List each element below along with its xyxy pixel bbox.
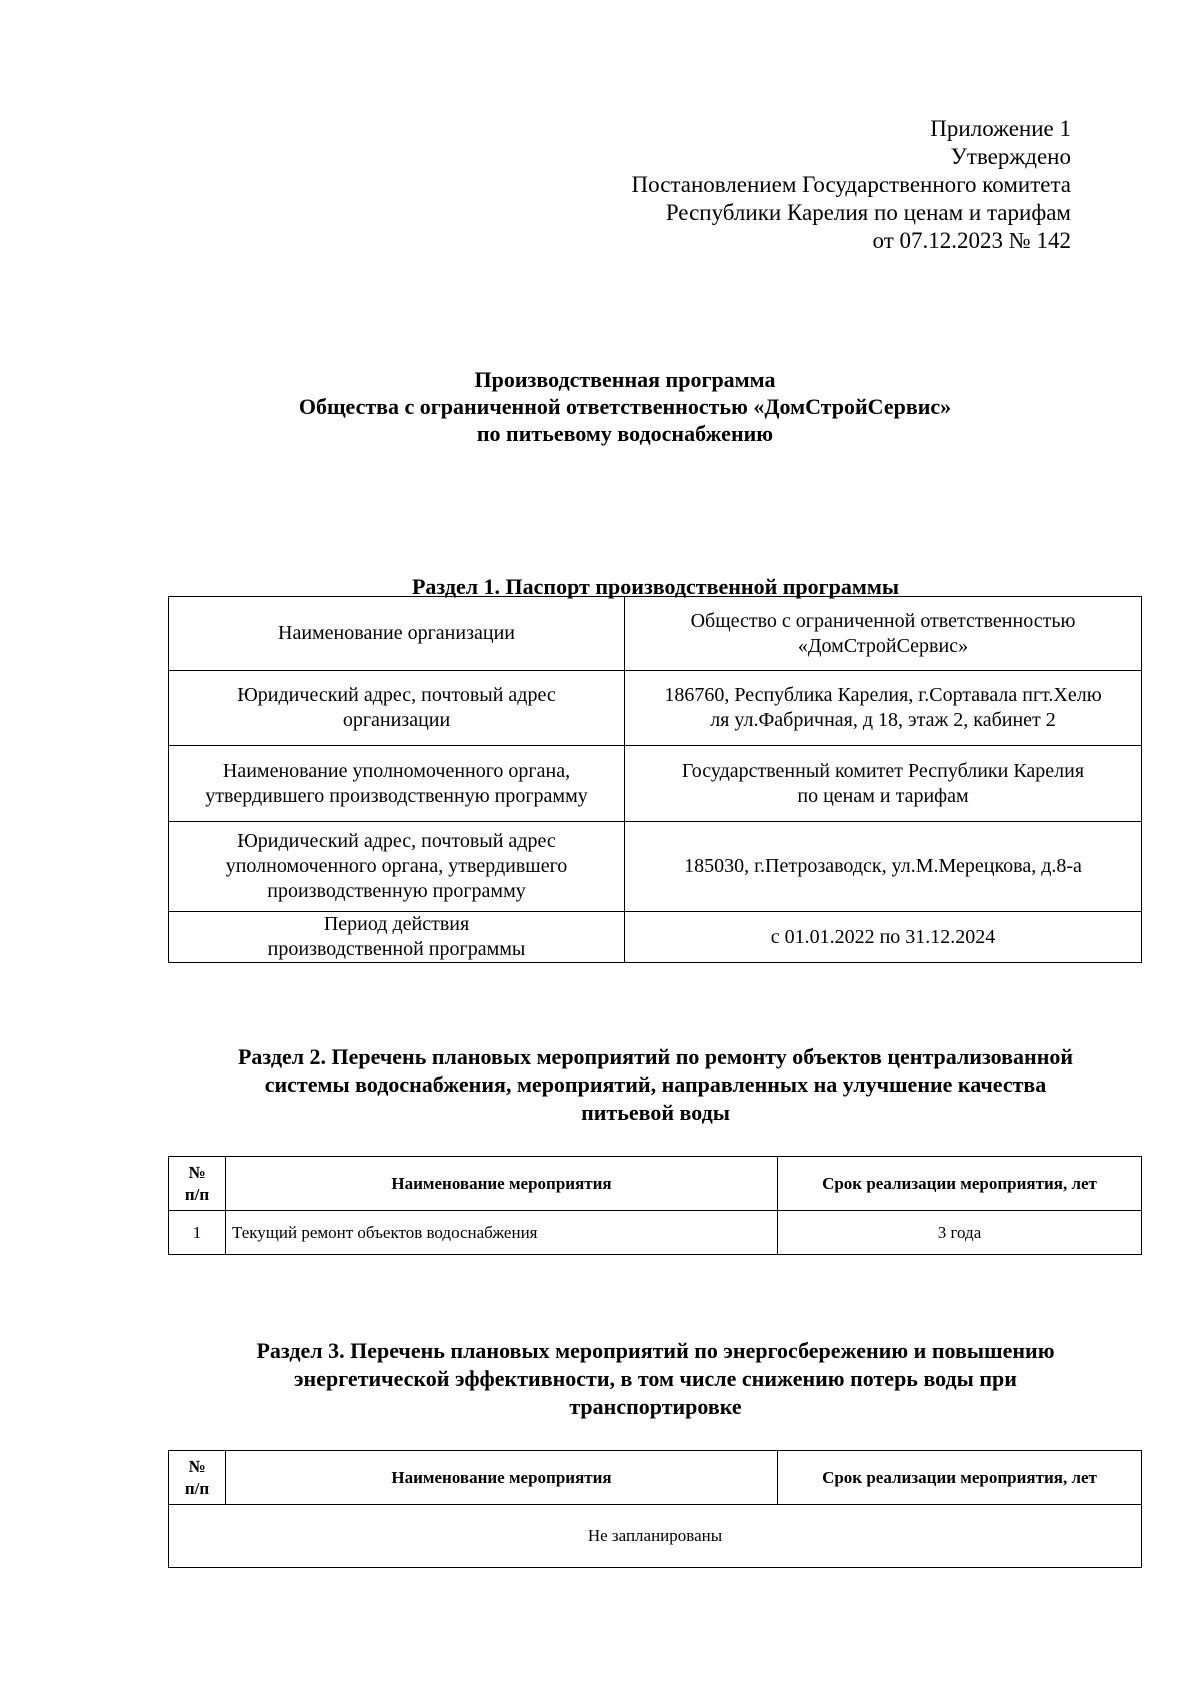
section-2-title-line-1: Раздел 2. Перечень плановых мероприятий по ремонту объектов централизованной: [237, 1044, 1074, 1069]
passport-table: [168, 596, 1142, 963]
table-row: [169, 912, 1142, 963]
document-title: [0, 366, 1200, 447]
passport-value: 185030, г.Петрозаводск, ул.М.Мерецкова, д.8-а: [625, 822, 1142, 912]
committee-line: Республики Карелия по ценам и тарифам: [665, 200, 1071, 225]
section-3-title: [168, 1337, 1143, 1421]
section-1-title: Раздел 1. Паспорт производственной программы: [411, 574, 900, 599]
passport-value: Общество с ограниченной ответственностью «ДомСтройСервис»: [625, 597, 1142, 671]
passport-label: Наименование организации: [169, 597, 625, 671]
table-row: [169, 746, 1142, 822]
approval-block: [632, 115, 1071, 255]
cell-number: 1: [169, 1211, 226, 1255]
appendix-label: Приложение 1: [930, 116, 1071, 141]
table-row: [169, 671, 1142, 746]
col-header-term: Срок реализации мероприятия, лет: [778, 1157, 1142, 1211]
table-row: [169, 1505, 1142, 1568]
passport-label: Юридический адрес, почтовый адрес организации: [169, 671, 625, 746]
section-3-title-line-1: Раздел 3. Перечень плановых мероприятий по энергосбережению и повышению: [256, 1338, 1055, 1363]
cell-term: 3 года: [778, 1211, 1142, 1255]
passport-value: Государственный комитет Республики Карелия по ценам и тарифам: [625, 746, 1142, 822]
section-3-title-line-3: транспортировке: [569, 1394, 742, 1419]
approved-label: Утверждено: [950, 144, 1071, 169]
section-2-title: [168, 1043, 1143, 1127]
cell-event-name: Текущий ремонт объектов водоснабжения: [226, 1211, 778, 1255]
title-line-2: Общества с ограниченной ответственностью «ДомСтройСервис»: [298, 394, 952, 419]
energy-events-table: [168, 1450, 1142, 1568]
passport-label: Юридический адрес, почтовый адрес уполномоченного органа, утвердившего производственную программу: [169, 822, 625, 912]
section-2-title-line-3: питьевой воды: [581, 1100, 730, 1125]
col-header-name: Наименование мероприятия: [226, 1157, 778, 1211]
table-header-row: [169, 1157, 1142, 1211]
col-header-number: № п/п: [169, 1451, 226, 1505]
col-header-term: Срок реализации мероприятия, лет: [778, 1451, 1142, 1505]
passport-label: Период действия производственной программы: [169, 912, 625, 963]
resolution-line: Постановлением Государственного комитета: [631, 172, 1071, 197]
passport-value: с 01.01.2022 по 31.12.2024: [625, 912, 1142, 963]
title-line-1: Производственная программа: [474, 367, 776, 392]
passport-value: 186760, Республика Карелия, г.Сортавала пгт.Хелю ля ул.Фабричная, д 18, этаж 2, кабинет 2: [625, 671, 1142, 746]
passport-label: Наименование уполномоченного органа, утвердившего производственную программу: [169, 746, 625, 822]
section-2-title-line-2: системы водоснабжения, мероприятий, направленных на улучшение качества: [264, 1072, 1047, 1097]
table-row: [169, 822, 1142, 912]
repair-events-table: [168, 1156, 1142, 1255]
table-row: [169, 597, 1142, 671]
resolution-date: от 07.12.2023 № 142: [872, 228, 1071, 253]
title-line-3: по питьевому водоснабжению: [476, 421, 774, 446]
col-header-number: № п/п: [169, 1157, 226, 1211]
empty-state-cell: Не запланированы: [169, 1505, 1142, 1568]
table-row: [169, 1211, 1142, 1255]
table-header-row: [169, 1451, 1142, 1505]
col-header-name: Наименование мероприятия: [226, 1451, 778, 1505]
section-3-title-line-2: энергетической эффективности, в том числе снижению потерь воды при: [294, 1366, 1017, 1391]
